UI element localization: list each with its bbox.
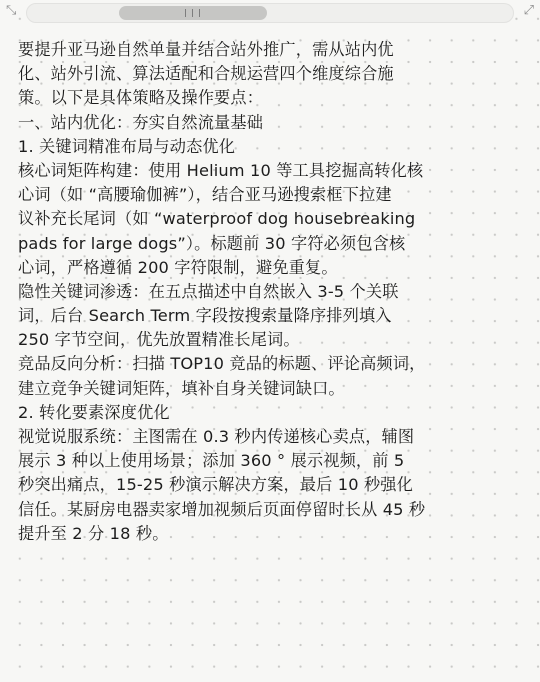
text-line: 建立竞争关键词矩阵，填补自身关键词缺口。 xyxy=(18,378,345,398)
horizontal-scrollbar[interactable] xyxy=(26,3,514,23)
text-line: 化、站外引流、算法适配和合规运营四个维度综合施 xyxy=(18,64,394,84)
document-body xyxy=(18,38,526,546)
text-line: 词，后台 Search Term 字段按搜索量降序排列填入 xyxy=(18,306,392,326)
text-line: pads for large dogs”）。标题前 30 字符必须包含核 xyxy=(18,233,406,253)
text-line: 提升至 2 分 18 秒。 xyxy=(18,523,169,543)
text-line: 2. 转化要素深度优化 xyxy=(18,402,170,422)
grip-line-icon xyxy=(192,9,193,17)
text-line: 心词（如 “高腰瑜伽裤”），结合亚马逊搜索框下拉建 xyxy=(18,185,392,205)
text-line: 视觉说服系统：主图需在 0.3 秒内传递核心卖点，辅图 xyxy=(18,427,415,446)
top-toolbar xyxy=(0,0,540,28)
text-line: 核心词矩阵构建：使用 Helium 10 等工具挖掘高转化核 xyxy=(18,160,424,180)
text-line: 要提升亚马逊自然单量并结合站外推广，需从站内优 xyxy=(18,40,394,59)
collapse-arrow-icon[interactable]: ⤡ xyxy=(6,3,17,18)
text-line: 心词，严格遵循 200 字符限制，避免重复。 xyxy=(18,257,338,277)
text-line: 信任。某厨房电器卖家增加视频后页面停留时长从 45 秒 xyxy=(18,499,426,519)
text-line: 一、站内优化：夯实自然流量基础 xyxy=(18,112,264,132)
text-line: 展示 3 种以上使用场景；添加 360 ° 展示视频，前 5 xyxy=(18,451,405,471)
text-line: 秒突出痛点，15-25 秒演示解决方案，最后 10 秒强化 xyxy=(18,475,413,495)
text-line: 隐性关键词渗透：在五点描述中自然嵌入 3-5 个关联 xyxy=(18,281,399,301)
text-line: 250 字节空间，优先放置精准长尾词。 xyxy=(18,330,300,350)
expand-arrow-icon[interactable]: ⤢ xyxy=(523,3,534,18)
grip-line-icon xyxy=(185,9,186,17)
scroll-thumb[interactable] xyxy=(119,6,267,20)
text-line: 议补充长尾词（如 “waterproof dog housebreaking xyxy=(18,209,416,229)
text-line: 竞品反向分析：扫描 TOP10 竞品的标题、评论高频词， xyxy=(18,354,426,374)
text-line: 策。以下是具体策略及操作要点： xyxy=(18,88,264,108)
text-line: 1. 关键词精准布局与动态优化 xyxy=(18,136,236,156)
grip-line-icon xyxy=(199,9,200,17)
